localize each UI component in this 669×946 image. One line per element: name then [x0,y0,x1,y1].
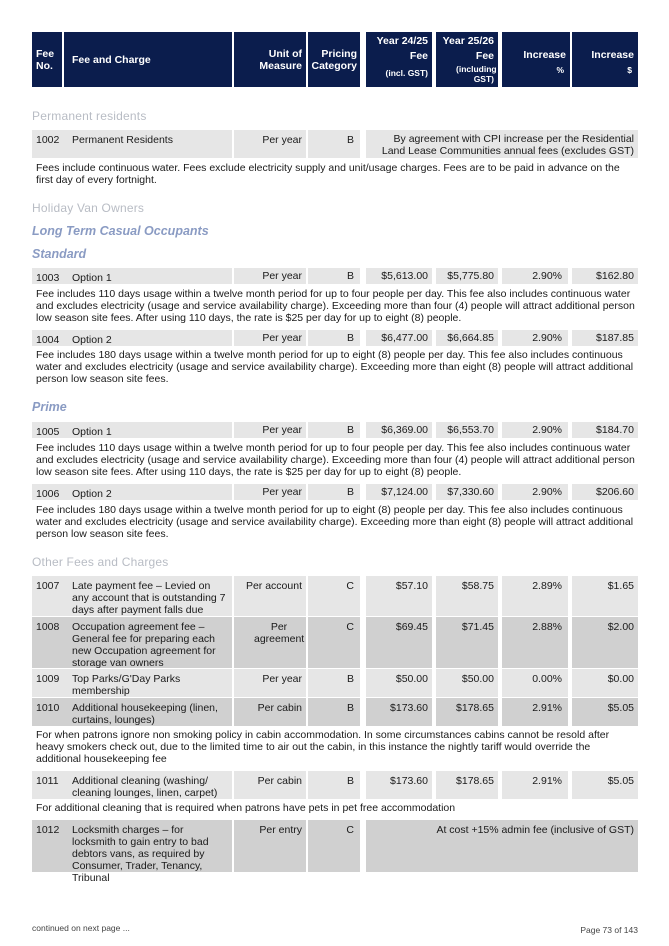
header-increase-pct-label: Increase [523,49,566,61]
fee-2526: $7,330.60 [436,484,498,500]
pricing-category: B [308,422,360,438]
note-1004: Fee includes 180 days usage within a twelve month period for up to eight (8) people per day. This fee also includes continuous water and excludes electricity (usage and service availability charge). Exceeding more than eight (8) people will attract additional person low season site fees. [36,349,634,385]
table-row-1005 [32,422,638,438]
fee-2425: $6,369.00 [366,422,432,438]
fee-no: 1003 [36,272,60,284]
unit: Per agreement [234,617,306,668]
fee-2526: $178.65 [436,698,498,726]
fee-no: 1004 [36,334,60,346]
header-pricing: Pricing Category [308,32,360,87]
continued-note: continued on next page ... [32,923,130,933]
fee-no: 1011 [36,775,59,787]
pricing-category: B [308,698,360,726]
fee-name: Locksmith charges – for locksmith to gain entry to bad debtors vans, as required by Consumer, Trader, Tenancy, Tribunal [72,824,209,884]
increase-amt: $206.60 [572,484,638,500]
fee-name: Occupation agreement fee – General fee for preparing each new Occupation agreement for storage van owners [72,621,216,669]
unit: Per cabin [234,698,306,726]
merged-fee: At cost +15% admin fee (inclusive of GST) [366,820,638,872]
header-fee-no: Fee No. [32,32,62,87]
fee-2425: $57.10 [366,576,432,616]
table-row-1012 [32,820,638,884]
unit: Per year [234,669,306,697]
note-1005: Fee includes 110 days usage within a twelve month period for up to four people per day. This fee also includes continuous water and excludes electricity (usage and service availability charge). Exceeding more than four (4) people will attract additional person low season site fees. After using 110 days, the rate is $25 per day for up to eight (8) people. [36,442,635,478]
unit: Per entry [234,820,306,872]
table-row-1003 [32,268,638,284]
table-row-1006 [32,484,638,500]
unit: Per cabin [234,771,306,799]
fee-2425: $5,613.00 [366,268,432,284]
increase-pct: 2.91% [502,771,568,799]
increase-amt: $0.00 [572,669,638,697]
fee-2425: $69.45 [366,617,432,668]
header-year-2425-sub: (incl. GST) [366,62,432,78]
increase-amt: $187.85 [572,330,638,346]
table-row-1010 [32,698,638,726]
note-1011: For additional cleaning that is required when patrons have pets in pet free accommodation [36,802,456,814]
header-year-2425-top: Year 24/25 [376,35,428,47]
pricing-category: B [308,669,360,697]
pricing-category: C [308,576,360,616]
increase-amt: $184.70 [572,422,638,438]
header-year-2526-sub: (including GST) [436,62,498,84]
note-1002: Fees include continuous water. Fees exclude electricity supply and unit/usage charges. Fees are to be paid in advance on the first day of every fortnight. [36,162,620,186]
fee-2526: $6,553.70 [436,422,498,438]
unit: Per year [234,422,306,438]
fee-name: Option 2 [72,334,112,346]
pricing-category: B [308,130,360,158]
note-1010: For when patrons ignore non smoking policy in cabin accommodation. In some circumstances cabins cannot be resold after heavy smokers check out, due to the limited time to air out the cabin, in this instance the nightly tariff would override the additional housekeeping fee [36,729,610,765]
fee-2425: $6,477.00 [366,330,432,346]
unit: Per year [234,130,306,158]
unit: Per year [234,330,306,346]
fee-name: Additional housekeeping (linen, curtains, lounges) [72,702,218,726]
increase-pct: 2.88% [502,617,568,668]
header-increase-pct-sub: % [502,61,570,75]
header-increase-amt-sub: $ [572,61,638,75]
fee-2425: $50.00 [366,669,432,697]
section-other-fees: Other Fees and Charges [32,555,169,569]
fee-no: 1006 [36,488,60,500]
unit: Per year [234,268,306,284]
fee-no: 1002 [36,134,60,146]
fee-no: 1005 [36,426,60,438]
fee-2526: $5,775.80 [436,268,498,284]
increase-pct: 2.89% [502,576,568,616]
fee-no: 1009 [36,673,60,685]
fee-2526: $178.65 [436,771,498,799]
pricing-category: B [308,330,360,346]
header-increase-amt-label: Increase [591,49,634,61]
pricing-category: B [308,484,360,500]
fee-name: Permanent Residents [72,134,173,146]
table-row-1009 [32,669,638,697]
fee-no: 1008 [36,621,60,633]
increase-amt: $2.00 [572,617,638,668]
section-standard: Standard [32,247,87,261]
table-row-1008 [32,617,638,668]
fee-name: Additional cleaning (washing/ cleaning lounges, linen, carpet) [72,775,218,799]
increase-amt: $5.05 [572,698,638,726]
fee-name: Top Parks/G'Day Parks membership [72,673,181,697]
fee-2425: $173.60 [366,771,432,799]
increase-pct: 0.00% [502,669,568,697]
header-increase-amt [572,32,638,87]
pricing-category: C [308,617,360,668]
fee-name: Option 1 [72,426,112,438]
fee-2425: $7,124.00 [366,484,432,500]
increase-pct: 2.90% [502,268,568,284]
fee-no: 1012 [36,824,60,836]
merged-fee: By agreement with CPI increase per the Residential Land Lease Communities annual fees (excludes GST) [366,130,638,158]
section-holiday-van-owners: Holiday Van Owners [32,201,145,215]
fee-name: Option 1 [72,272,112,284]
fee-no: 1010 [36,702,60,714]
fee-no: 1007 [36,580,60,592]
table-row-1004 [32,330,638,346]
fee-2526: $6,664.85 [436,330,498,346]
increase-pct: 2.91% [502,698,568,726]
page-number: Page 73 of 143 [580,925,638,935]
header-unit: Unit of Measure [234,32,306,87]
header-year-2526 [436,32,498,87]
fee-2526: $50.00 [436,669,498,697]
section-long-term: Long Term Casual Occupants [32,224,209,238]
header-year-2425-fee: Fee [409,50,428,62]
table-row-1002 [32,130,638,158]
unit: Per account [234,576,306,616]
pricing-category: C [308,820,360,872]
fee-2526: $71.45 [436,617,498,668]
section-prime: Prime [32,400,67,414]
increase-amt: $162.80 [572,268,638,284]
header-year-2526-top: Year 25/26 [442,35,494,47]
unit: Per year [234,484,306,500]
note-1003: Fee includes 110 days usage within a twelve month period for up to four people per day. This fee also includes continuous water and excludes electricity (usage and service availability charge). Exceeding more than four (4) people will attract additional person low season site fees. After using 110 days, the rate is $25 per day for up to eight (8) people. [36,288,635,324]
fee-2425: $173.60 [366,698,432,726]
table-row-1011 [32,771,638,799]
note-1006: Fee includes 180 days usage within a twelve month period for up to eight (8) people per day. This fee also includes continuous water and excludes electricity (usage and service availability charge). Exceeding more than eight (8) people will attract additional person low season site fees. [36,504,634,540]
increase-pct: 2.90% [502,422,568,438]
table-row-1007 [32,576,638,616]
header-year-2425 [366,32,432,87]
fee-name: Option 2 [72,488,112,500]
fee-name: Late payment fee – Levied on any account that is outstanding 7 days after payment falls due [72,580,226,616]
fee-2526: $58.75 [436,576,498,616]
pricing-category: B [308,771,360,799]
increase-amt: $1.65 [572,576,638,616]
section-permanent-residents: Permanent residents [32,109,147,123]
header-year-2526-fee: Fee [475,50,494,62]
increase-pct: 2.90% [502,484,568,500]
increase-amt: $5.05 [572,771,638,799]
increase-pct: 2.90% [502,330,568,346]
header-increase-pct [502,32,570,87]
pricing-category: B [308,268,360,284]
header-fee-charge: Fee and Charge [64,32,232,87]
